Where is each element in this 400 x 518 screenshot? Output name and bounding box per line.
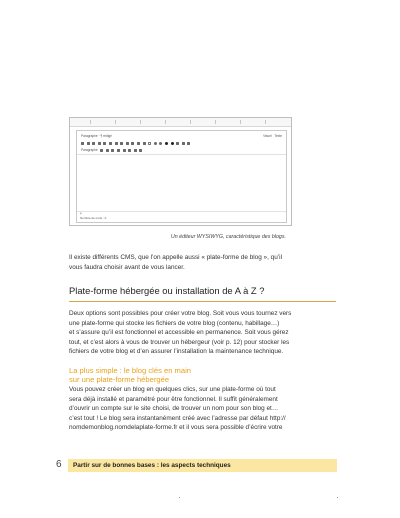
text-line: Vous pouvez créer un blog en quelques clics, sur une plate-forme où tout [69, 386, 276, 393]
visual-tab: Visuel [263, 134, 272, 138]
text-line: Il existe différents CMS, que l’on appelle aussi « plate-forme de blog », qu’il [69, 254, 283, 261]
align-left-icon [115, 142, 118, 145]
wysiwyg-editor-screenshot [69, 117, 292, 226]
paste-text-icon [117, 149, 120, 152]
strikethrough-icon [92, 142, 95, 145]
editor-menu-row [81, 133, 282, 139]
align-center-icon [120, 142, 123, 145]
figure-caption: Un éditeur WYSIWYG, caractéristique des blogs. [170, 234, 286, 240]
text-line: d’ouvrir un compte sur le site choisi, de trouver un nom pour son blog et… [69, 405, 279, 412]
text-line: fichiers de votre blog et d’en assurer l’installation la maintenance technique. [69, 348, 284, 355]
spellcheck-icon [154, 142, 157, 145]
screenshot-ruler [70, 118, 291, 127]
special-char-icon [128, 149, 131, 152]
redo-icon [182, 142, 185, 145]
format-select: Paragraphe [81, 148, 98, 152]
bold-icon [81, 142, 84, 145]
section-heading: Plate-forme hébergée ou installation de A à Z ? [69, 285, 265, 296]
color-icon [165, 142, 168, 145]
editor-toolbar [81, 140, 282, 146]
ruler-mark [240, 120, 241, 124]
text-line: sera déjà installé et paramétré pour être fonctionnel. Il suffit généralement [69, 395, 278, 403]
clear-format-icon [123, 149, 126, 152]
align-right-icon [126, 142, 129, 145]
heading-rule [69, 301, 336, 302]
quote-icon [109, 142, 112, 145]
text-color-icon [111, 149, 114, 152]
more-icon [143, 142, 146, 145]
text-line: nomdemonblog.nomdelaplate-forme.fr et il vous sera possible d’écrire votre [69, 424, 283, 431]
crop-mark [337, 497, 338, 498]
subheading-line: sur une plate-forme hébergée [69, 375, 170, 384]
bullet-list-icon [98, 142, 101, 145]
underline-icon [100, 149, 103, 152]
toolbar-divider [77, 154, 286, 155]
justify-icon [106, 149, 109, 152]
ruler-mark [165, 120, 166, 124]
editor-menu-left: Paragraphe · ¶ rédigé [81, 134, 112, 138]
editor-frame [76, 130, 287, 223]
text-line: une plate-forme qui stocke les fichiers de votre blog (contenu, habillage…) [69, 319, 280, 327]
subheading-line: La plus simple : le blog clés en main [69, 366, 191, 375]
text-line: vous faudra choisir avant de vous lancer. [69, 263, 185, 271]
ruler-mark [265, 120, 266, 124]
fullscreen-icon [148, 142, 151, 145]
ruler-mark [140, 120, 141, 124]
link-icon [131, 142, 134, 145]
text-tab: Texte [274, 134, 282, 138]
subsection-paragraph [69, 385, 336, 433]
crop-mark [179, 497, 180, 498]
section-paragraph [69, 309, 336, 357]
status-divider [77, 211, 286, 212]
ruler-mark [190, 120, 191, 124]
text-line: Deux options sont possibles pour créer votre blog. Soit vous vous tournez vers [69, 310, 292, 317]
media-icon [159, 142, 162, 145]
italic-icon [87, 142, 90, 145]
indent-icon [139, 149, 142, 152]
help-icon [171, 142, 174, 145]
editor-mode-tabs [263, 134, 282, 138]
word-count: Nombre de mots : 0 [80, 216, 107, 220]
text-line: c’est tout ! Le blog sera instantanément créé avec l’adresse par défaut http:// [69, 414, 286, 422]
ruler-mark [90, 120, 91, 124]
ruler-mark [215, 120, 216, 124]
text-line: tout, et c’est alors à vous de trouver un hébergeur (voir p. 12) pour stocker les [69, 338, 290, 346]
intro-paragraph [69, 253, 336, 272]
numbered-list-icon [103, 142, 106, 145]
subsection-heading [69, 366, 191, 384]
element-path: p [80, 211, 82, 215]
unlink-icon [137, 142, 140, 145]
editor-toolbar-secondary [81, 147, 282, 153]
outdent-icon [134, 149, 137, 152]
text-line: et s’assure qu’il est fonctionnel et accessible en permanence. Soit vous gérez [69, 329, 289, 336]
page-number: 6 [56, 459, 62, 470]
toolbar-toggle-icon [187, 142, 190, 145]
ruler-mark [115, 120, 116, 124]
undo-icon [176, 142, 179, 145]
running-footer-title: Partir sur de bonnes bases : les aspects techniques [73, 462, 231, 469]
